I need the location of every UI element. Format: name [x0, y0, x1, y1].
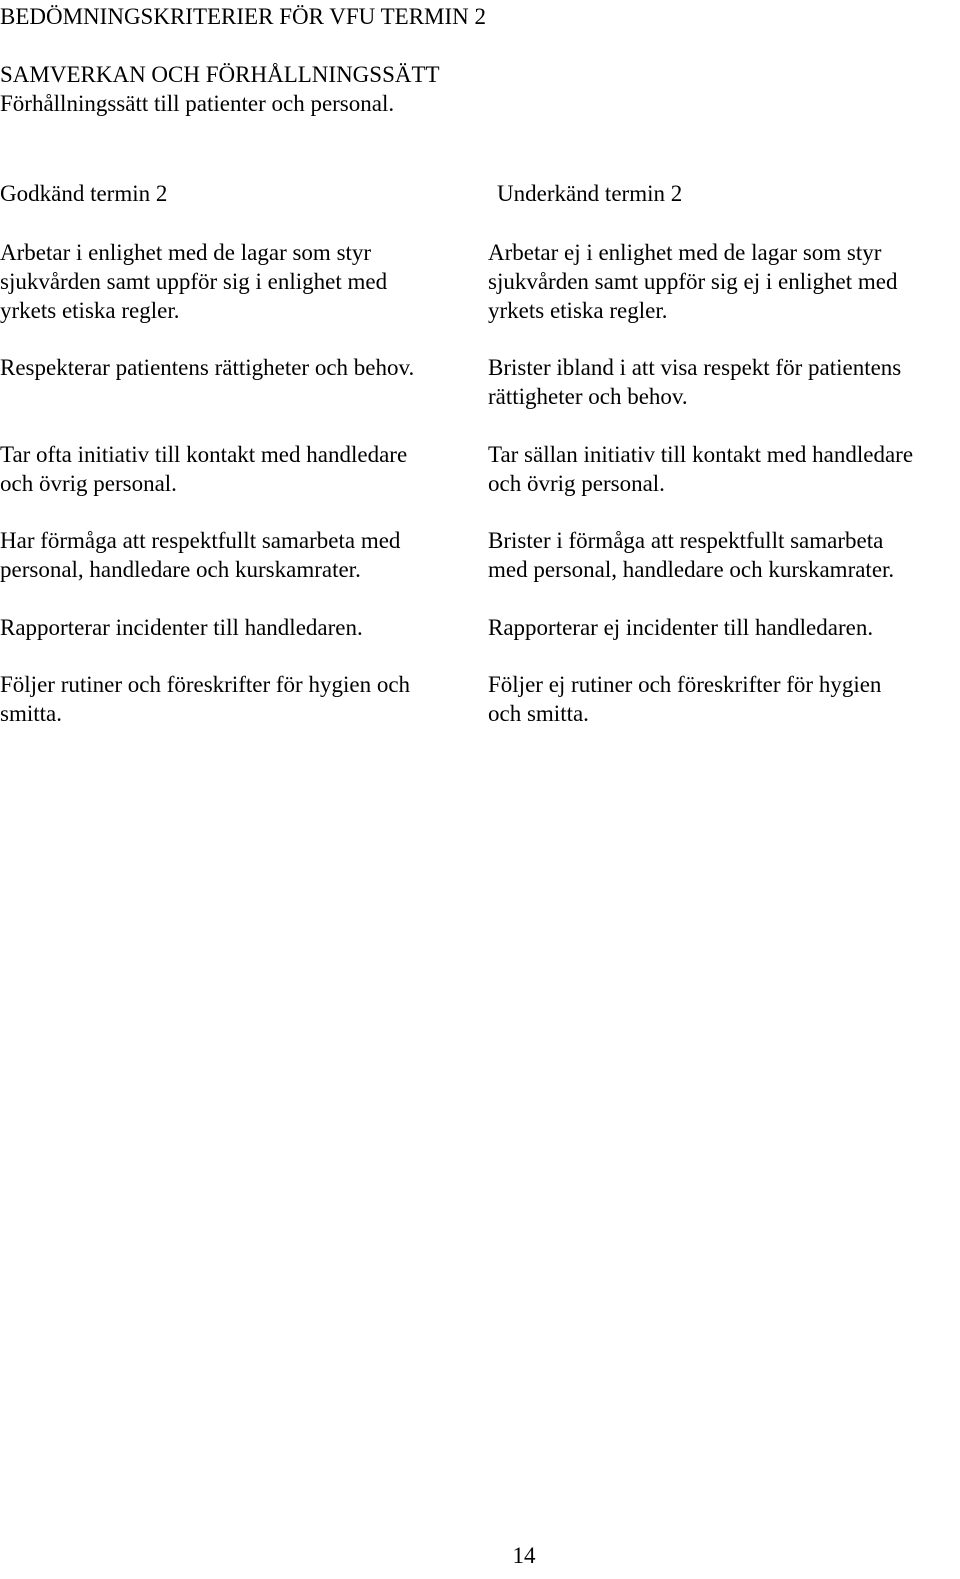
- criterion-line: och smitta.: [488, 701, 589, 726]
- criterion-line: Arbetar ej i enlighet med de lagar som styr: [488, 240, 882, 265]
- criterion-line: Följer rutiner och föreskrifter för hygien och: [0, 672, 411, 697]
- criterion-line: Rapporterar ej incidenter till handledaren.: [488, 615, 874, 640]
- criterion-line: Följer ej rutiner och föreskrifter för hygien: [488, 672, 882, 697]
- criterion-line: Rapporterar incidenter till handledaren.: [0, 615, 363, 640]
- criterion-line: yrkets etiska regler.: [0, 298, 180, 323]
- failed-criterion: [488, 670, 960, 728]
- criterion-line: och övrig personal.: [488, 471, 665, 496]
- approved-criterion: [0, 353, 470, 382]
- approved-criterion: [0, 238, 470, 325]
- section-subtitle: Förhållningssätt till patienter och personal.: [0, 91, 395, 116]
- criterion-line: personal, handledare och kurskamrater.: [0, 557, 361, 582]
- failed-criterion: [488, 353, 960, 411]
- failed-criterion: [488, 238, 960, 325]
- approved-criterion: [0, 613, 470, 642]
- criterion-line: sjukvården samt uppför sig ej i enlighet med: [488, 269, 898, 294]
- criterion-line: med personal, handledare och kurskamrater.: [488, 557, 895, 582]
- criterion-line: Tar ofta initiativ till kontakt med handledare: [0, 442, 408, 467]
- approved-criterion: [0, 526, 470, 584]
- approved-criterion: [0, 670, 470, 728]
- criterion-line: Brister i förmåga att respektfullt samarbeta: [488, 528, 884, 553]
- criterion-line: och övrig personal.: [0, 471, 177, 496]
- section-heading: SAMVERKAN OCH FÖRHÅLLNINGSSÄTT: [0, 62, 440, 87]
- criterion-line: yrkets etiska regler.: [488, 298, 668, 323]
- criterion-line: smitta.: [0, 701, 62, 726]
- failed-criterion: [488, 440, 960, 498]
- criterion-line: Arbetar i enlighet med de lagar som styr: [0, 240, 372, 265]
- criterion-line: rättigheter och behov.: [488, 384, 688, 409]
- criterion-line: sjukvården samt uppför sig i enlighet med: [0, 269, 388, 294]
- criterion-line: Respekterar patientens rättigheter och behov.: [0, 355, 415, 380]
- failed-criterion: [488, 613, 960, 642]
- criterion-line: Brister ibland i att visa respekt för patientens: [488, 355, 902, 380]
- page-number: 14: [512, 1543, 536, 1568]
- criterion-line: Har förmåga att respektfullt samarbeta med: [0, 528, 401, 553]
- criterion-line: Tar sällan initiativ till kontakt med handledare: [488, 442, 914, 467]
- document-title: BEDÖMNINGSKRITERIER FÖR VFU TERMIN 2: [0, 4, 487, 29]
- approved-criterion: [0, 440, 470, 498]
- approved-column-heading: Godkänd termin 2: [0, 181, 168, 206]
- failed-column-heading: Underkänd termin 2: [497, 181, 683, 206]
- failed-criterion: [488, 526, 960, 584]
